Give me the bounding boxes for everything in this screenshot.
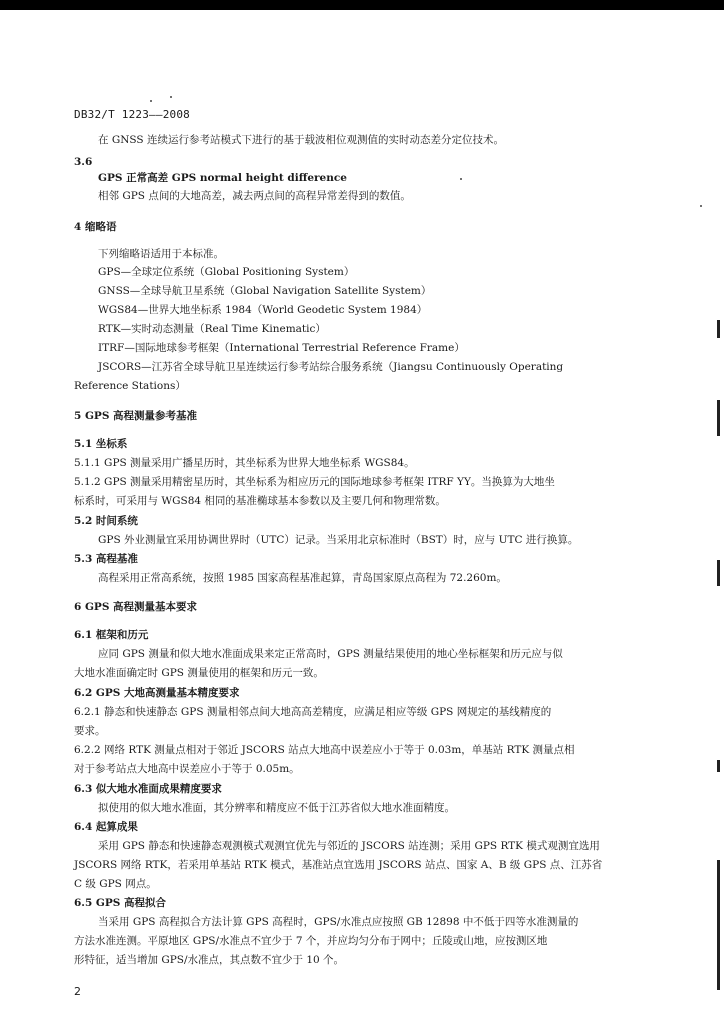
text-line: RTK—实时动态测量（Real Time Kinematic） [98, 323, 326, 335]
text-line: 下列缩略语适用于本标准。 [98, 248, 224, 260]
text-line: 6.2.2 网络 RTK 测量点相对于邻近 JSCORS 站点大地高中误差应小于等于 0.03m，单基站 RTK 测量点相 [74, 744, 575, 756]
section-heading: GPS 正常高差 GPS normal height difference [98, 172, 347, 184]
text-line: 拟使用的似大地水准面，其分辨率和精度应不低于江苏省似大地水准面精度。 [98, 802, 455, 814]
text-line: 大地水准面确定时 GPS 测量使用的框架和历元一致。 [74, 667, 324, 679]
text-line: 5.1.1 GPS 测量采用广播星历时，其坐标系为世界大地坐标系 WGS84。 [74, 457, 415, 469]
section-heading: 6.5 GPS 高程拟合 [74, 897, 167, 909]
text-line: JSCORS—江苏省全球导航卫星连续运行参考站综合服务系统（Jiangsu Continuously Operating [98, 361, 564, 373]
text-line: 高程采用正常高系统，按照 1985 国家高程基准起算，青岛国家原点高程为 72.260m。 [98, 572, 507, 584]
text-line: C 级 GPS 网点。 [74, 878, 157, 890]
section-heading: 5.2 时间系统 [74, 515, 138, 527]
section-heading: 3.6 [74, 156, 93, 168]
scan-edge-mark [717, 760, 720, 772]
scan-edge-mark [717, 560, 720, 586]
section-heading: 5.1 坐标系 [74, 438, 128, 450]
text-line: GPS—全球定位系统（Global Positioning System） [98, 266, 355, 278]
scan-speck [460, 178, 462, 180]
text-line: Reference Stations） [74, 380, 186, 392]
section-heading: 6.4 起算成果 [74, 821, 138, 833]
text-line: 6.2.1 静态和快速静态 GPS 测量相邻点间大地高高差精度，应满足相应等级 GPS 网规定的基线精度的 [74, 706, 552, 718]
text-line: 要求。 [74, 725, 106, 737]
section-heading: 6.3 似大地水准面成果精度要求 [74, 783, 222, 795]
text-line: GPS 外业测量宜采用协调世界时（UTC）记录。当采用北京标准时（BST）时，应与 UTC 进行换算。 [98, 534, 579, 546]
document-id-header: DB32/T 1223——2008 [74, 108, 190, 121]
section-heading: 6.2 GPS 大地高测量基本精度要求 [74, 687, 240, 699]
text-line: 标系时，可采用与 WGS84 相同的基准椭球基本参数以及主要几何和物理常数。 [74, 495, 446, 507]
section-heading: 4 缩略语 [74, 221, 117, 233]
scan-speck [170, 96, 172, 98]
text-line: 采用 GPS 静态和快速静态观测模式观测宜优先与邻近的 JSCORS 站连测；采用 GPS RTK 模式观测宜选用 [98, 840, 600, 852]
text-line: WGS84—世界大地坐标系 1984（World Geodetic System 1984） [98, 304, 428, 316]
scan-speck [150, 100, 152, 102]
text-line: 在 GNSS 连续运行参考站模式下进行的基于载波相位观测值的实时动态差分定位技术。 [98, 134, 504, 146]
text-line: GNSS—全球导航卫星系统（Global Navigation Satellite System） [98, 285, 432, 297]
section-heading: 5 GPS 高程测量参考基准 [74, 410, 198, 422]
scan-speck [700, 205, 702, 207]
text-line: 当采用 GPS 高程拟合方法计算 GPS 高程时，GPS/水准点应按照 GB 12898 中不低于四等水准测量的 [98, 916, 579, 928]
text-line: ITRF—国际地球参考框架（International Terrestrial Reference Frame） [98, 342, 465, 354]
section-heading: 6 GPS 高程测量基本要求 [74, 601, 198, 613]
text-line: 方法水准连测。平原地区 GPS/水准点不宜少于 7 个，并应均匀分布于网中；丘陵或山地，应按测区地 [74, 935, 548, 947]
scan-top-border [0, 0, 724, 10]
text-line: 形特征，适当增加 GPS/水准点，其点数不宜少于 10 个。 [74, 954, 345, 966]
text-line: 应同 GPS 测量和似大地水准面成果来定正常高时，GPS 测量结果使用的地心坐标框架和历元应与似 [98, 648, 563, 660]
text-line: 对于参考站点大地高中误差应小于等于 0.05m。 [74, 763, 300, 775]
text-line: 相邻 GPS 点间的大地高差，减去两点间的高程异常差得到的数值。 [98, 190, 411, 202]
text-line: 5.1.2 GPS 测量采用精密星历时，其坐标系为相应历元的国际地球参考框架 ITRF YY。当换算为大地坐 [74, 476, 555, 488]
scan-edge-mark [717, 320, 720, 338]
scan-edge-mark [717, 400, 720, 436]
scan-edge-mark [717, 860, 720, 990]
text-line: JSCORS 网络 RTK，若采用单基站 RTK 模式，基准站点宜选用 JSCORS 站点、国家 A、B 级 GPS 点、江苏省 [74, 859, 603, 871]
section-heading: 5.3 高程基准 [74, 553, 138, 565]
section-heading: 6.1 框架和历元 [74, 629, 149, 641]
page-number: 2 [74, 985, 81, 998]
